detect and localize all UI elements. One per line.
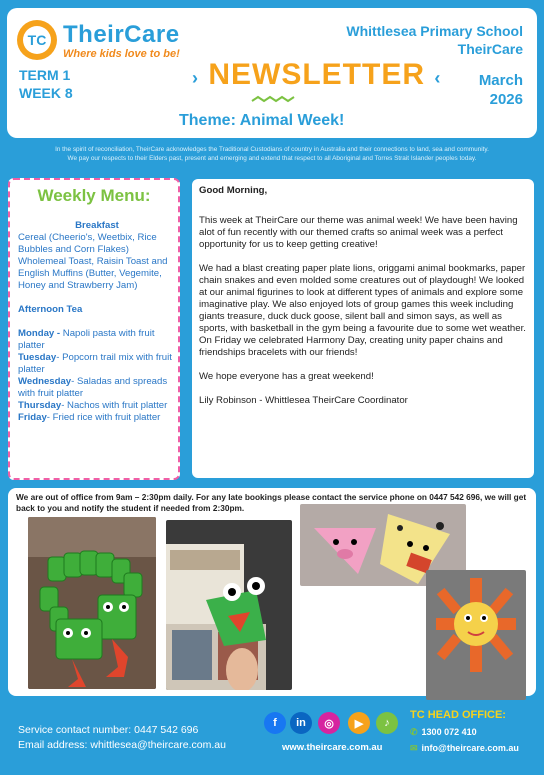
menu-day-friday: Friday- Fried rice with fruit platter <box>18 412 161 423</box>
squiggle-icon <box>250 95 300 105</box>
breakfast-items: Cereal (Cheerio's, Weetbix, Rice Bubbles and Corn Flakes) Wholemeal Toast, Raisin Toast and English Muffins (Butter, Vegemite, Honey and Strawberry Jam) <box>18 232 168 291</box>
service-email-address: Email address: whittlesea@theircare.com.au <box>18 739 226 751</box>
menu-body <box>18 220 176 424</box>
service-contact-number: Service contact number: 0447 542 696 <box>18 724 199 736</box>
menu-day-tuesday: Tuesday- Popcorn trail mix with fruit platter <box>18 352 172 375</box>
head-office-phone[interactable]: ✆ 1300 072 410 <box>410 727 477 737</box>
phone-icon: ✆ <box>410 727 418 737</box>
facebook-icon[interactable]: f <box>264 712 286 734</box>
zigzag-left-icon: › <box>192 68 199 88</box>
coordinator-letter-panel <box>190 177 536 480</box>
footer-contact <box>18 723 226 753</box>
afternoon-tea-heading: Afternoon Tea <box>18 304 83 315</box>
zigzag-right-icon: ‹ <box>434 68 442 88</box>
tiktok-icon[interactable]: ♪ <box>376 712 398 734</box>
head-office-label: TC HEAD OFFICE: <box>410 709 506 721</box>
menu-day-monday: Monday - Napoli pasta with fruit platter <box>18 328 155 351</box>
menu-day-wednesday: Wednesday- Saladas and spreads with fruit platter <box>18 376 168 399</box>
email-icon: ✉ <box>410 743 418 753</box>
weekly-menu-panel <box>8 178 180 480</box>
photo-paper-chain-snakes <box>28 517 156 689</box>
instagram-icon[interactable]: ◎ <box>318 712 340 734</box>
letter-greeting: Good Morning, <box>199 185 268 196</box>
letter-paragraph: We hope everyone has a great weekend! <box>199 371 374 382</box>
brand-name: TheirCare <box>63 21 180 48</box>
linkedin-icon[interactable]: in <box>290 712 312 734</box>
theircare-logo-icon: TC <box>17 20 57 60</box>
theme-heading: Theme: Animal Week! <box>179 112 345 129</box>
website-link[interactable]: www.theircare.com.au <box>282 742 383 753</box>
letter-body <box>199 185 529 407</box>
school-name: Whittlesea Primary School TheirCare <box>346 23 523 57</box>
photo-frog-bookmark <box>166 520 292 690</box>
photo-paper-plate-lion <box>426 570 526 700</box>
letter-paragraph: We had a blast creating paper plate lions, origgami animal bookmarks, paper chain snakes and even molded some creatures out of playdough! We looked at our animal figurines to look at different types of animals and explore some imaginative play. We also enjoyed lots of group games this week including giants treasure, duck duck goose, silent ball and simon says, as well as sports, with basketball in the gym being a favourite due to some wet weather. <box>199 263 526 334</box>
letter-signature: Lily Robinson - Whittlesea TheirCare Coordinator <box>199 395 408 406</box>
youtube-icon[interactable]: ▶ <box>348 712 370 734</box>
newsletter-title: › NEWSLETTER ‹ <box>192 58 442 91</box>
brand-tagline: Where kids love to be! <box>63 48 180 60</box>
breakfast-heading: Breakfast <box>75 220 119 231</box>
letter-paragraph: On Friday we celebrated Harmony Day, creating unity paper chains and friendships bracelets with our friends! <box>199 335 503 358</box>
acknowledgement-of-country: In the spirit of reconciliation, TheirCare acknowledges the Traditional Custodians of country in Australia and their connections to land, sea and community. We pay our respects to their Elders past, present and emerging and extend that respect to all Aboriginal and Torres Strait Islander peoples today. <box>55 146 489 162</box>
letter-paragraph: This week at TheirCare our theme was animal week! We have been having alot of fun recently with our themed crafts so animal week was a perfect opportunity for us to keep getting creative! <box>199 215 518 250</box>
menu-day-thursday: Thursday- Nachos with fruit platter <box>18 400 168 411</box>
head-office-email[interactable]: ✉ info@theircare.com.au <box>410 743 519 753</box>
issue-date: March 2026 <box>478 72 523 108</box>
office-hours-notice: We are out of office from 9am – 2:30pm daily. For any late bookings please contact the service phone on 0447 542 696, we will get back to you and notify the student if needed from 2:30pm. <box>16 492 527 513</box>
menu-title: Weekly Menu: <box>37 186 151 205</box>
term-week: TERM 1 WEEK 8 <box>19 67 73 101</box>
header-panel <box>7 8 537 138</box>
